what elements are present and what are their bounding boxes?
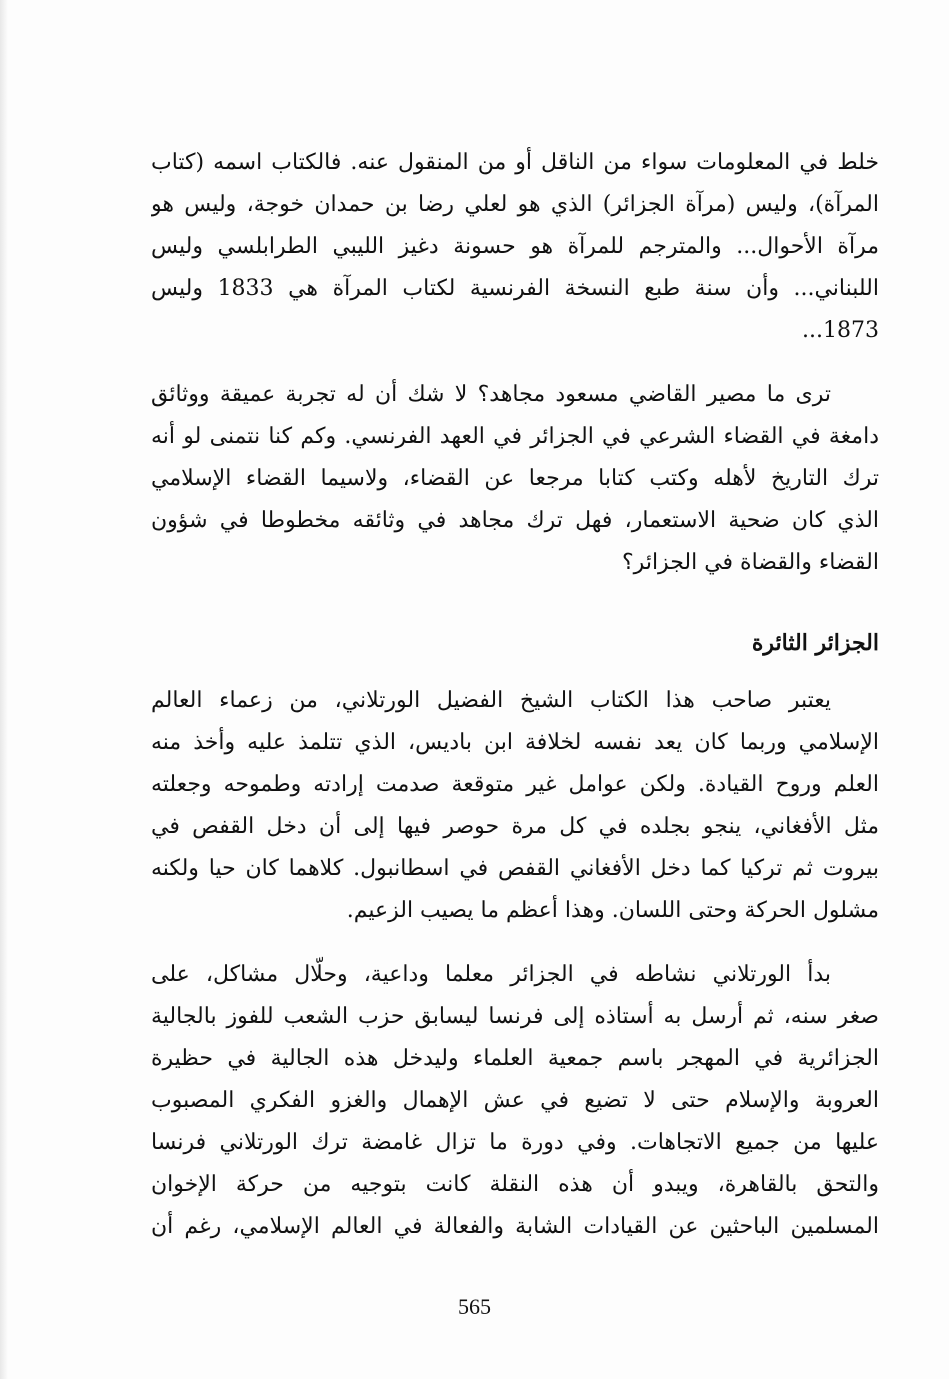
paragraph-line: العلم وروح القيادة. ولكن عوامل غير متوقعة صدمت إرادته وطموحه وجعلته [151,772,879,797]
paragraph-line: العروبة والإسلام حتى لا تضيع في عش الإهمال والغزو الفكري المصبوب [151,1088,879,1113]
paragraph-line: الإسلامي وربما كان يعد نفسه لخلافة ابن باديس، الذي تتلمذ عليه وأخذ منه [151,730,879,755]
paragraph-line: الذي كان ضحية الاستعمار، فهل ترك مجاهد في وثائقه مخطوطا في شؤون [151,508,879,533]
paragraph-3 [151,680,879,932]
paragraph-line: مثل الأفغاني، ينجو بجلده في كل مرة حوصر فيها إلى أن دخل القفص في [151,814,879,839]
paragraph-line: المسلمين الباحثين عن القيادات الشابة والفعالة في العالم الإسلامي، رغم أن [151,1214,879,1239]
paragraph-line: دامغة في القضاء الشرعي في الجزائر في العهد الفرنسي. وكم كنا نتمنى لو أنه [151,424,879,449]
scan-edge-shadow [0,0,8,1379]
paragraph-4 [151,954,879,1248]
paragraph-line: والتحق بالقاهرة، ويبدو أن هذه النقلة كانت بتوجيه من حركة الإخوان [151,1172,879,1197]
paragraph-2 [151,374,879,584]
paragraph-line: ترى ما مصير القاضي مسعود مجاهد؟ لا شك أن له تجربة عميقة ووثائق [151,382,831,407]
paragraph-line: مشلول الحركة وحتى اللسان. وهذا أعظم ما يصيب الزعيم. [346,898,879,923]
paragraph-line: صغر سنه، ثم أرسل به أستاذه إلى فرنسا ليسابق حزب الشعب للفوز بالجالية [151,1004,879,1029]
paragraph-line: اللبناني... وأن سنة طبع النسخة الفرنسية لكتاب المرآة هي 1833 وليس [151,276,879,301]
paragraph-line: المرآة)، وليس (مرآة الجزائر) الذي هو لعلي رضا بن حمدان خوجة، وليس هو [151,192,879,217]
paragraph-1 [151,142,879,352]
paragraph-line: 1873... [802,318,879,343]
paragraph-line: بيروت ثم تركيا كما دخل الأفغاني القفص في اسطانبول. كلاهما كان حيا ولكنه [151,856,879,881]
paragraph-line: خلط في المعلومات سواء من الناقل أو من المنقول عنه. فالكتاب اسمه (كتاب [151,150,879,175]
paragraph-line: يعتبر صاحب هذا الكتاب الشيخ الفضيل الورتلاني، من زعماء العالم [151,688,831,713]
paragraph-line: القضاء والقضاة في الجزائر؟ [622,550,879,575]
page-number: 565 [458,1294,491,1319]
paragraph-line: مرآة الأحوال... والمترجم للمرآة هو حسونة دغيز الليبي الطرابلسي وليس [151,234,879,259]
paragraph-line: بدأ الورتلاني نشاطه في الجزائر معلما وداعية، وحلّال مشاكل، على [151,962,831,987]
paragraph-line: الجزائرية في المهجر باسم جمعية العلماء وليدخل هذه الجالية في حظيرة [151,1046,879,1071]
section-heading: الجزائر الثائرة [751,630,879,656]
paragraph-line: ترك التاريخ لأهله وكتب كتابا مرجعا عن القضاء، ولاسيما القضاء الإسلامي [151,466,879,491]
paragraph-line: عليها من جميع الاتجاهات. وفي دورة ما تزال غامضة ترك الورتلاني فرنسا [151,1130,879,1155]
